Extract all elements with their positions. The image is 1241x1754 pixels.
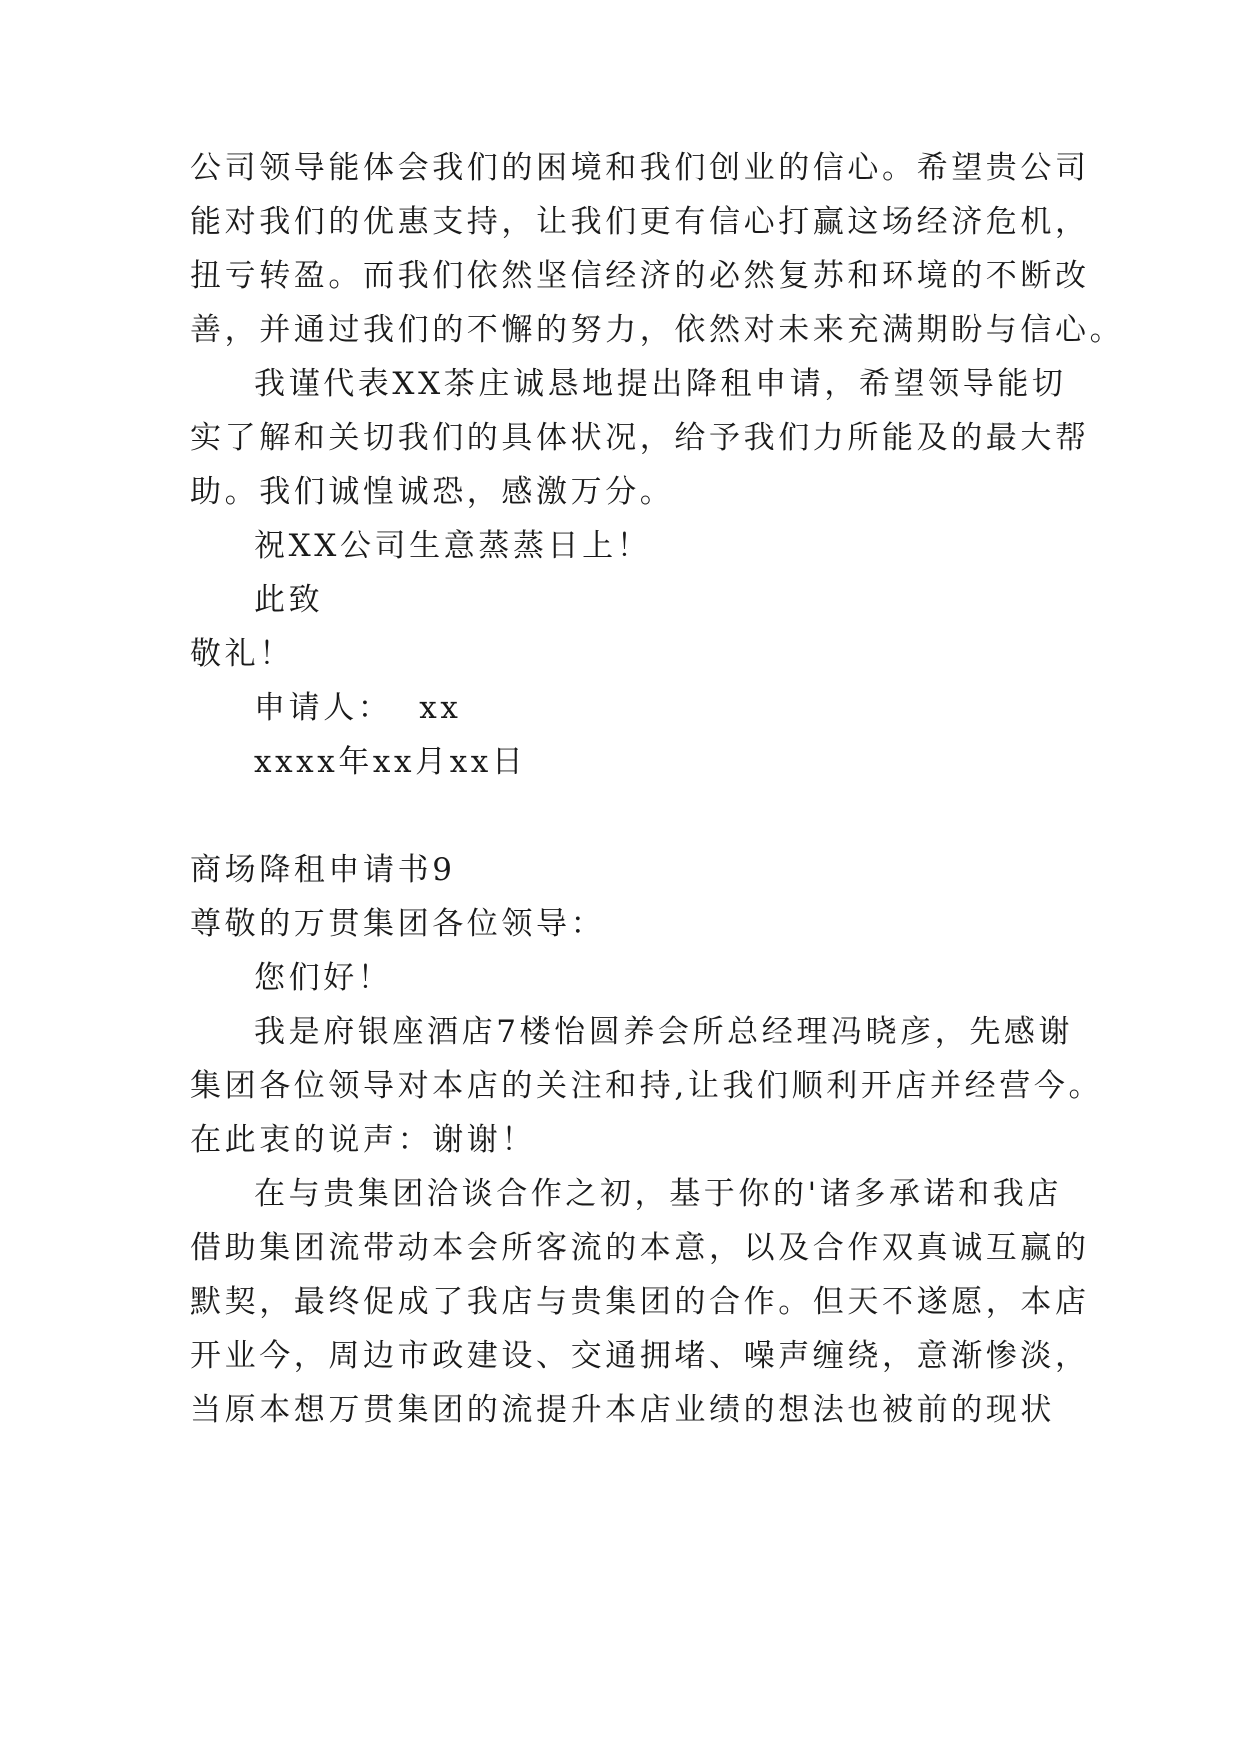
- letter2-salutation: 尊敬的万贯集团各位领导：: [190, 906, 606, 942]
- letter2-para2-line1: 在与贵集团洽谈合作之初，基于你的'诸多承诺和我店: [254, 1176, 1062, 1212]
- letter1-para2-line1: 我谨代表XX茶庄诚恳地提出降租申请，希望领导能切: [254, 366, 1067, 402]
- letter2-title: 商场降租申请书9: [190, 852, 456, 888]
- letter1-para1-line2: 能对我们的优惠支持，让我们更有信心打赢这场经济危机，: [190, 204, 1090, 240]
- letter2-para2-line2: 借助集团流带动本会所客流的本意，以及合作双真诚互赢的: [190, 1230, 1090, 1266]
- letter1-para1-line3: 扭亏转盈。而我们依然坚信经济的必然复苏和环境的不断改: [190, 258, 1090, 294]
- letter1-closing-jingli: 敬礼！: [190, 636, 294, 672]
- letter2-para2-line5: 当原本想万贯集团的流提升本店业绩的想法也被前的现状: [190, 1392, 1055, 1428]
- letter1-applicant: 申请人： xx: [254, 690, 462, 726]
- letter2-para1-line3: 在此衷的说声：谢谢！: [190, 1122, 536, 1158]
- letter2-para2-line3: 默契，最终促成了我店与贵集团的合作。但天不遂愿，本店: [190, 1284, 1090, 1320]
- letter1-closing-cizhi: 此致: [254, 582, 324, 618]
- letter1-para1-line4: 善，并通过我们的不懈的努力，依然对未来充满期盼与信心。: [190, 312, 1125, 348]
- letter1-para2-line2: 实了解和关切我们的具体状况，给予我们力所能及的最大帮: [190, 420, 1090, 456]
- letter1-para2-line3: 助。我们诚惶诚恐，感激万分。: [190, 474, 675, 510]
- letter2-greeting: 您们好！: [254, 960, 393, 996]
- letter2-para1-line2: 集团各位领导对本店的关注和持,让我们顺利开店并经营今。: [190, 1068, 1104, 1104]
- letter1-wish: 祝XX公司生意蒸蒸日上！: [254, 528, 652, 564]
- letter2-para2-line4: 开业今，周边市政建设、交通拥堵、噪声缠绕，意渐惨淡，: [190, 1338, 1090, 1374]
- letter1-para1-line1: 公司领导能体会我们的困境和我们创业的信心。希望贵公司: [190, 150, 1090, 186]
- letter2-para1-line1: 我是府银座酒店7楼怡圆养会所总经理冯晓彦，先感谢: [254, 1014, 1074, 1050]
- letter1-date: xxxx年xx月xx日: [254, 744, 527, 780]
